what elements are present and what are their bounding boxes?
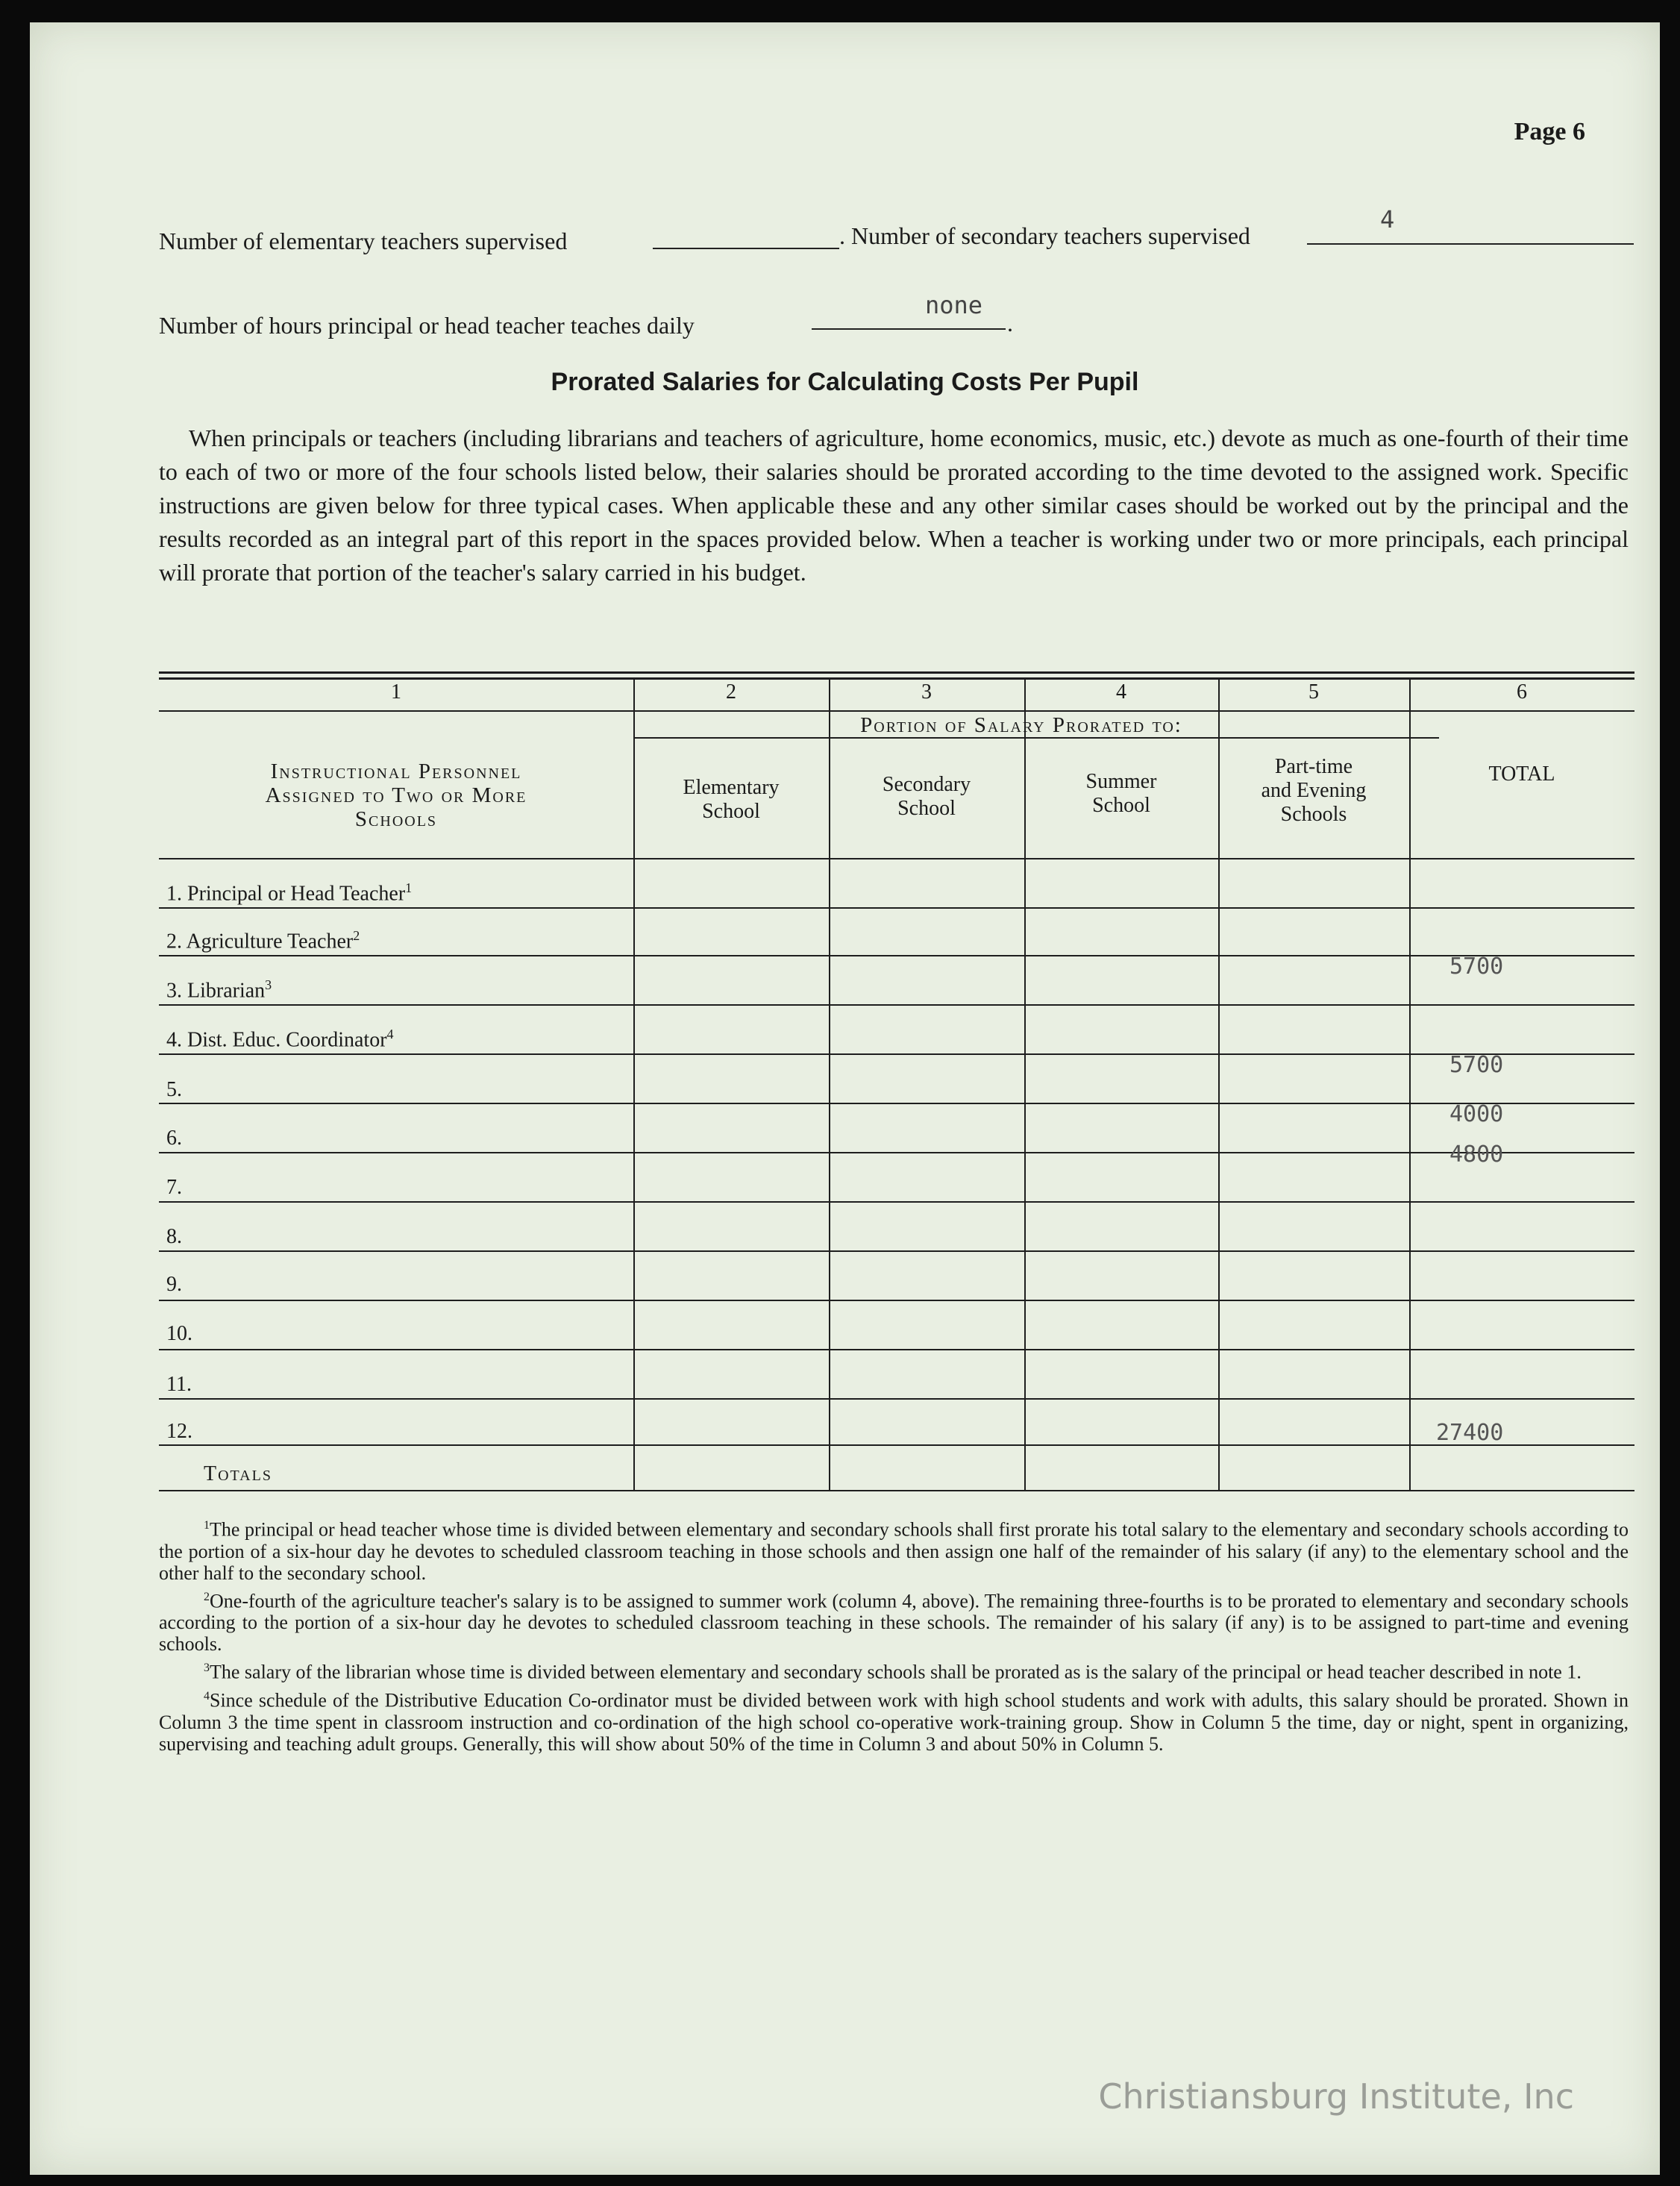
row-3-label-text: 3. Librarian: [166, 979, 266, 1003]
document-page: [30, 22, 1660, 2175]
row-4-label: [166, 1027, 394, 1052]
row-5-total: 5700: [1449, 1052, 1504, 1078]
footnote-4-text: Since schedule of the Distributive Education Co-ordinator must be divided between work with high school students and work with adults, this salary should be prorated. Shown in Column 3 the time spent in classroom instruction and co-ordination of the high school co-operative work-training group. Show in Column 5 the time, day or night, spent in organizing, supervising and teaching adult groups. Generally, this will show about 50% of the time in Column 3 and about 50% in Column 5.: [159, 1689, 1629, 1755]
row-rule: [159, 1349, 1634, 1350]
part-time-header-line-3: Schools: [1280, 803, 1347, 826]
footnote-4-marker: 4: [204, 1689, 210, 1703]
row-7-total: 4800: [1449, 1141, 1504, 1168]
row-rule: [159, 1201, 1634, 1203]
table-top-rule-2: [159, 677, 1634, 680]
row-5-label: 5.: [166, 1078, 182, 1101]
elementary-teachers-label: Number of elementary teachers supervised: [159, 228, 568, 254]
footnote-3-text: The salary of the librarian whose time is divided between elementary and secondary schools shall be prorated as is the salary of the principal or head teacher described in note 1.: [210, 1661, 1582, 1683]
row-6-total: 4000: [1449, 1101, 1504, 1127]
row-8-label: 8.: [166, 1225, 182, 1248]
footnotes: [159, 1515, 1629, 1757]
section-title: Prorated Salaries for Calculating Costs Per Pupil: [551, 368, 1139, 396]
row-6-label: 6.: [166, 1127, 182, 1150]
part-time-evening-header: [1218, 755, 1409, 827]
row-rule: [159, 1250, 1634, 1252]
row-1-label: [166, 880, 412, 906]
table-bottom-rule: [159, 1490, 1634, 1491]
elementary-header-line-1: Elementary: [683, 776, 780, 799]
row-rule: [159, 1398, 1634, 1400]
footnote-3: [159, 1657, 1629, 1683]
row-12-label: 12.: [166, 1420, 192, 1443]
row-rule: [159, 1004, 1634, 1006]
footnote-2-text: One-fourth of the agriculture teacher's salary is to be assigned to summer work (column 4, above). The remaining three-fourths is to be prorated to elementary and secondary schools according to the portion of a six-hour day he devotes to scheduled classroom teaching in these schools. The remainder of his salary (if any) is to be assigned to part-time and evening schools.: [159, 1590, 1629, 1656]
summer-header-line-1: Summer: [1085, 770, 1157, 793]
elementary-school-header: [633, 776, 829, 824]
row-4-label-text: 4. Dist. Educ. Coordinator: [166, 1028, 387, 1052]
secondary-teachers-label: . Number of secondary teachers supervised: [839, 222, 1250, 249]
column-number-6: 6: [1517, 680, 1527, 704]
total-header: TOTAL: [1488, 762, 1555, 786]
summer-school-header: [1024, 770, 1218, 818]
footnote-4: [159, 1685, 1629, 1755]
portion-header: Portion of Salary Prorated to:: [860, 713, 1182, 737]
part-time-header-line-1: Part-time: [1274, 755, 1353, 778]
column-number-rule: [159, 710, 1634, 712]
secondary-header-line-1: Secondary: [882, 773, 971, 796]
row-11-label: 11.: [166, 1373, 192, 1396]
col-divider: [1409, 679, 1411, 1491]
personnel-header-line-1: Instructional Personnel: [270, 760, 522, 783]
personnel-header: [159, 760, 633, 831]
row-10-label: 10.: [166, 1322, 192, 1345]
row-rule: [159, 1053, 1634, 1055]
footnote-1-text: The principal or head teacher whose time is divided between elementary and secondary schools shall first prorate his total salary to the elementary and secondary schools according to the portion of a six-hour day he devotes to scheduled classroom teaching in those schools and then assign one half of the remainder of his salary (if any) to the elementary school and the other half to the secondary school.: [159, 1518, 1629, 1584]
hours-teaching-suffix: .: [1007, 310, 1013, 336]
header-bottom-rule: [159, 858, 1634, 859]
row-3-total: 5700: [1449, 953, 1504, 980]
prorated-salaries-table: [159, 671, 1634, 1492]
secondary-header-line-2: School: [897, 797, 956, 820]
footnote-2: [159, 1586, 1629, 1656]
footnote-1-marker: 1: [204, 1519, 210, 1532]
personnel-header-line-3: Schools: [354, 807, 438, 831]
row-1-footnote-ref: 1: [405, 880, 413, 895]
secondary-teachers-blank: [1307, 242, 1634, 245]
personnel-header-line-2: Assigned to Two or More: [265, 783, 527, 807]
portion-header-rule: [633, 737, 1439, 739]
elementary-teachers-blank: [653, 246, 839, 249]
hours-teaching-value: none: [925, 291, 983, 319]
footnote-2-marker: 2: [204, 1590, 210, 1603]
column-number-1: 1: [391, 680, 401, 704]
column-number-5: 5: [1308, 680, 1319, 704]
row-4-footnote-ref: 4: [386, 1027, 394, 1042]
secondary-school-header: [829, 773, 1024, 821]
row-rule: [159, 1444, 1634, 1446]
row-rule: [159, 907, 1634, 909]
column-number-4: 4: [1116, 680, 1126, 704]
watermark: Christiansburg Institute, Inc: [1098, 2076, 1574, 2117]
row-rule: [159, 955, 1634, 956]
row-rule: [159, 1152, 1634, 1153]
secondary-teachers-value: 4: [1380, 205, 1395, 234]
part-time-header-line-2: and Evening: [1261, 779, 1367, 802]
page-number: Page 6: [1514, 118, 1585, 145]
row-rule: [159, 1103, 1634, 1104]
column-number-3: 3: [921, 680, 932, 704]
totals-value: 27400: [1436, 1420, 1504, 1446]
summer-header-line-2: School: [1092, 794, 1150, 817]
row-7-label: 7.: [166, 1176, 182, 1199]
row-9-label: 9.: [166, 1273, 182, 1296]
row-2-label: [166, 928, 360, 953]
elementary-header-line-2: School: [702, 800, 760, 823]
row-2-footnote-ref: 2: [353, 928, 360, 943]
totals-label: Totals: [204, 1462, 272, 1485]
hours-teaching-label: Number of hours principal or head teacher teaches daily: [159, 312, 695, 339]
row-3-footnote-ref: 3: [265, 977, 272, 992]
row-rule: [159, 1300, 1634, 1301]
intro-paragraph-text: When principals or teachers (including librarians and teachers of agriculture, home economics, music, etc.) devote as much as one-fourth of their time to each of two or more of the four schools listed below, their salaries should be prorated according to the time devoted to the assigned work. Specific instructions are given below for three typical cases. When applicable these and any other similar cases should be worked out by the principal and the results recorded as an integral part of this report in the spaces provided below. When a teacher is working under two or more principals, each principal will prorate that portion of the teacher's salary carried in his budget.: [159, 425, 1629, 586]
hours-teaching-blank: [812, 327, 1006, 330]
footnote-1: [159, 1515, 1629, 1584]
row-1-label-text: 1. Principal or Head Teacher: [166, 882, 406, 906]
intro-paragraph: [159, 422, 1629, 589]
row-2-label-text: 2. Agriculture Teacher: [166, 930, 354, 953]
row-3-label: [166, 977, 272, 1003]
table-top-rule: [159, 671, 1634, 674]
column-number-2: 2: [726, 680, 736, 704]
footnote-3-marker: 3: [204, 1662, 210, 1675]
